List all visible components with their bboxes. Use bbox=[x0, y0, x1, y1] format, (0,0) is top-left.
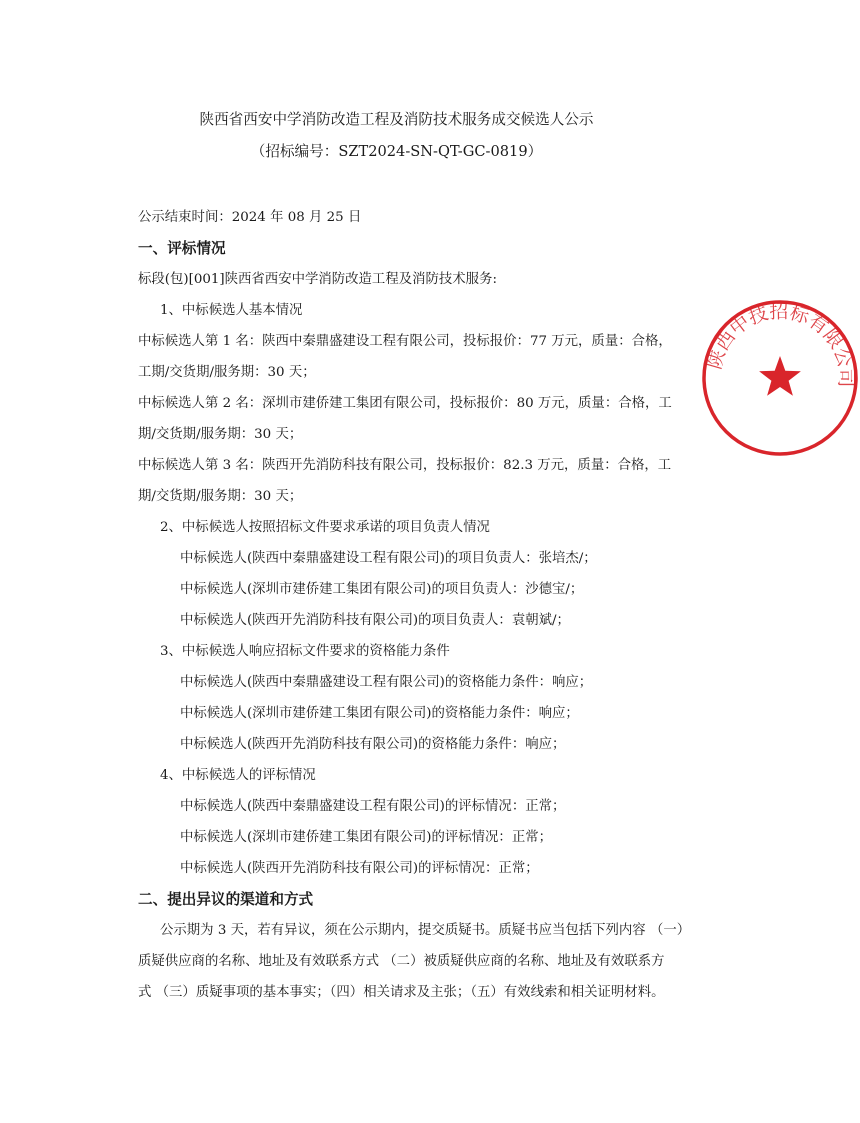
subsection-2-heading: 2、中标候选人按照招标文件要求承诺的项目负责人情况 bbox=[160, 520, 490, 535]
section-1-heading: 一、评标情况 bbox=[138, 240, 226, 257]
qualification-3: 中标候选人(陕西开先消防科技有限公司)的资格能力条件：响应； bbox=[180, 737, 566, 752]
qualification-2: 中标候选人(深圳市建侨建工集团有限公司)的资格能力条件：响应； bbox=[180, 706, 579, 721]
candidate-3-line-1: 中标候选人第 3 名：陕西开先消防科技有限公司，投标报价：82.3 万元，质量：合格，工 bbox=[138, 458, 672, 473]
candidate-1-line-1: 中标候选人第 1 名：陕西中秦鼎盛建设工程有限公司，投标报价：77 万元，质量：合格， bbox=[138, 334, 672, 349]
candidate-2-line-2: 期/交货期/服务期：30 天； bbox=[138, 427, 303, 442]
project-leader-2: 中标候选人(深圳市建侨建工集团有限公司)的项目负责人：沙德宝/； bbox=[180, 582, 584, 597]
subsection-4-heading: 4、中标候选人的评标情况 bbox=[160, 768, 316, 783]
project-number: （招标编号：SZT2024-SN-QT-GC-0819） bbox=[250, 143, 543, 160]
project-leader-3: 中标候选人(陕西开先消防科技有限公司)的项目负责人：袁朝斌/； bbox=[180, 613, 570, 628]
objection-line-2: 质疑供应商的名称、地址及有效联系方式 （二）被质疑供应商的名称、地址及有效联系方 bbox=[138, 954, 665, 969]
announcement-end-time: 公示结束时间：2024 年 08 月 25 日 bbox=[138, 210, 362, 225]
qualification-1: 中标候选人(陕西中秦鼎盛建设工程有限公司)的资格能力条件：响应； bbox=[180, 675, 593, 690]
candidate-3-line-2: 期/交货期/服务期：30 天； bbox=[138, 489, 303, 504]
evaluation-1: 中标候选人(陕西中秦鼎盛建设工程有限公司)的评标情况：正常； bbox=[180, 799, 566, 814]
lot-title: 标段(包)[001]陕西省西安中学消防改造工程及消防技术服务: bbox=[138, 272, 497, 287]
seal-text: 陕西中技招标有限公司 bbox=[703, 300, 858, 388]
candidate-1-line-2: 工期/交货期/服务期：30 天； bbox=[138, 365, 316, 380]
candidate-2-line-1: 中标候选人第 2 名：深圳市建侨建工集团有限公司，投标报价：80 万元，质量：合格，工 bbox=[138, 396, 672, 411]
subsection-3-heading: 3、中标候选人响应招标文件要求的资格能力条件 bbox=[160, 644, 450, 659]
section-2-heading: 二、提出异议的渠道和方式 bbox=[138, 891, 314, 908]
objection-line-1: 公示期为 3 天，若有异议，须在公示期内，提交质疑书。质疑书应当包括下列内容 （一） bbox=[160, 923, 691, 938]
document-title: 陕西省西安中学消防改造工程及消防技术服务成交候选人公示 bbox=[199, 111, 594, 128]
objection-line-3: 式 （三）质疑事项的基本事实；（四）相关请求及主张；（五）有效线索和相关证明材料。 bbox=[138, 985, 665, 1000]
seal-star-icon bbox=[759, 356, 801, 396]
project-leader-1: 中标候选人(陕西中秦鼎盛建设工程有限公司)的项目负责人：张培杰/； bbox=[180, 551, 597, 566]
evaluation-2: 中标候选人(深圳市建侨建工集团有限公司)的评标情况：正常； bbox=[180, 830, 552, 845]
evaluation-3: 中标候选人(陕西开先消防科技有限公司)的评标情况：正常； bbox=[180, 861, 539, 876]
subsection-1-heading: 1、中标候选人基本情况 bbox=[160, 303, 303, 318]
company-seal bbox=[700, 298, 860, 458]
